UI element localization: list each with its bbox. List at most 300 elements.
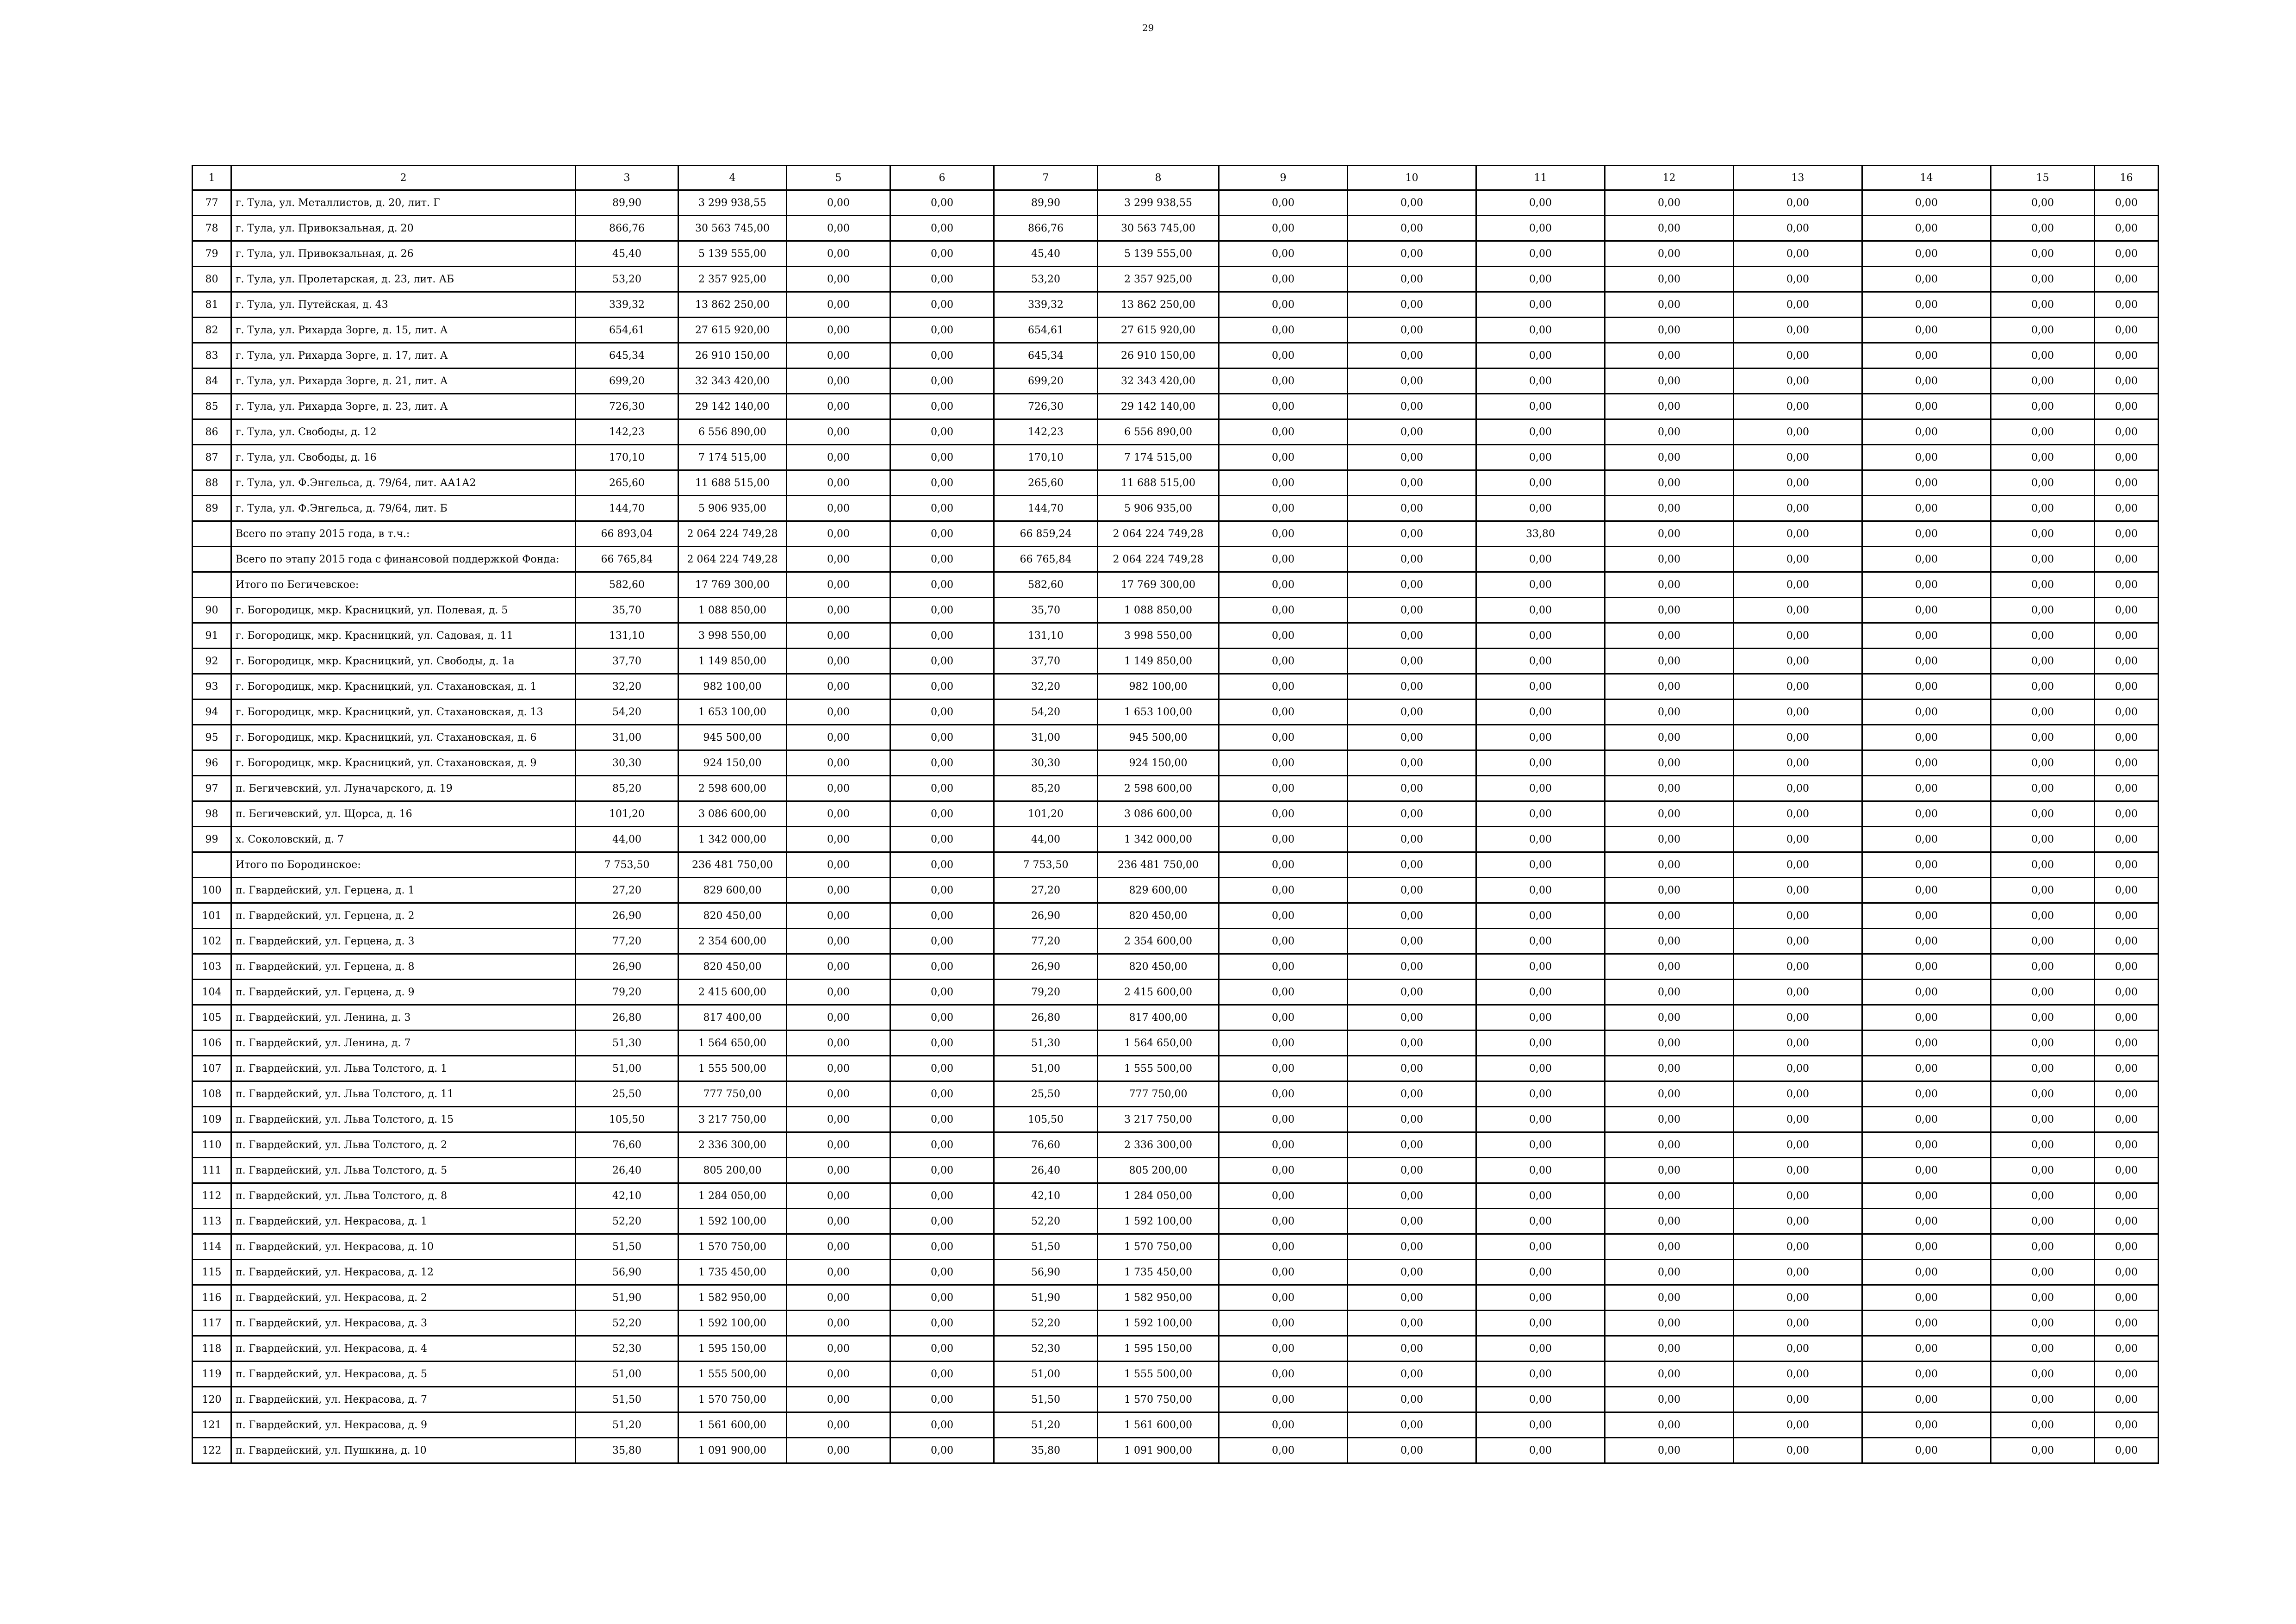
value-cell: 0,00: [1605, 954, 1734, 980]
value-cell: 0,00: [1862, 1056, 1991, 1081]
value-cell: 0,00: [787, 216, 890, 241]
row-number-cell: 95: [193, 725, 231, 750]
row-number-cell: 91: [193, 623, 231, 649]
address-cell: г. Тула, ул. Металлистов, д. 20, лит. Г: [231, 190, 576, 216]
column-number-header: 10: [1348, 166, 1476, 190]
value-cell: 0,00: [1476, 1081, 1605, 1107]
row-number-cell: 119: [193, 1362, 231, 1387]
value-cell: 13 862 250,00: [1098, 292, 1219, 318]
value-cell: 0,00: [1476, 980, 1605, 1005]
value-cell: 0,00: [1605, 394, 1734, 419]
value-cell: 45,40: [576, 241, 678, 267]
value-cell: 0,00: [1734, 1209, 1862, 1234]
row-number-cell: 114: [193, 1234, 231, 1260]
column-number-header: 7: [994, 166, 1098, 190]
row-number-cell: 105: [193, 1005, 231, 1031]
address-cell: п. Гвардейский, ул. Герцена, д. 1: [231, 878, 576, 903]
value-cell: 0,00: [787, 1311, 890, 1336]
value-cell: 0,00: [1348, 1412, 1476, 1438]
column-number-header: 12: [1605, 166, 1734, 190]
value-cell: 2 354 600,00: [678, 929, 787, 954]
address-cell: г. Тула, ул. Рихарда Зорге, д. 23, лит. А: [231, 394, 576, 419]
value-cell: 0,00: [1219, 1183, 1348, 1209]
column-number-header: 2: [231, 166, 576, 190]
value-cell: 0,00: [1348, 649, 1476, 674]
value-cell: 3 086 600,00: [1098, 801, 1219, 827]
address-cell: г. Тула, ул. Привокзальная, д. 20: [231, 216, 576, 241]
value-cell: 0,00: [1862, 445, 1991, 470]
value-cell: 11 688 515,00: [678, 470, 787, 496]
value-cell: 0,00: [2095, 1260, 2159, 1285]
row-number-cell: 90: [193, 598, 231, 623]
value-cell: 0,00: [1348, 572, 1476, 598]
address-cell: п. Гвардейский, ул. Ленина, д. 3: [231, 1005, 576, 1031]
value-cell: 0,00: [1862, 419, 1991, 445]
value-cell: 1 149 850,00: [678, 649, 787, 674]
value-cell: 0,00: [1219, 1438, 1348, 1463]
value-cell: 0,00: [1991, 521, 2095, 547]
column-number-header-row: [193, 166, 2159, 190]
value-cell: 0,00: [890, 1183, 994, 1209]
address-cell: п. Гвардейский, ул. Льва Толстого, д. 8: [231, 1183, 576, 1209]
value-cell: 3 217 750,00: [1098, 1107, 1219, 1132]
table-row: [193, 674, 2159, 700]
value-cell: 0,00: [1605, 674, 1734, 700]
value-cell: 0,00: [1991, 776, 2095, 801]
subtotal-row: [193, 572, 2159, 598]
value-cell: 0,00: [1862, 1285, 1991, 1311]
value-cell: 0,00: [1476, 470, 1605, 496]
value-cell: 0,00: [890, 1031, 994, 1056]
value-cell: 1 091 900,00: [678, 1438, 787, 1463]
value-cell: 0,00: [2095, 1387, 2159, 1412]
column-number-header: 13: [1734, 166, 1862, 190]
value-cell: 0,00: [1605, 1362, 1734, 1387]
value-cell: 0,00: [1991, 292, 2095, 318]
row-number-cell: 96: [193, 750, 231, 776]
value-cell: 866,76: [576, 216, 678, 241]
row-number-cell: 80: [193, 267, 231, 292]
value-cell: 2 354 600,00: [1098, 929, 1219, 954]
value-cell: 0,00: [1862, 1336, 1991, 1362]
value-cell: 0,00: [1991, 470, 2095, 496]
value-cell: 726,30: [994, 394, 1098, 419]
address-cell: г. Тула, ул. Свободы, д. 16: [231, 445, 576, 470]
value-cell: 0,00: [1476, 292, 1605, 318]
value-cell: 0,00: [1734, 776, 1862, 801]
value-cell: 0,00: [787, 1412, 890, 1438]
value-cell: 0,00: [1734, 1260, 1862, 1285]
column-number-header: 6: [890, 166, 994, 190]
value-cell: 2 415 600,00: [678, 980, 787, 1005]
value-cell: 0,00: [1862, 1260, 1991, 1285]
value-cell: 0,00: [1348, 445, 1476, 470]
value-cell: 0,00: [1734, 394, 1862, 419]
value-cell: 3 086 600,00: [678, 801, 787, 827]
value-cell: 0,00: [890, 470, 994, 496]
value-cell: 0,00: [1348, 521, 1476, 547]
value-cell: 2 064 224 749,28: [678, 547, 787, 572]
row-number-cell: 102: [193, 929, 231, 954]
value-cell: 0,00: [1476, 725, 1605, 750]
column-number-header: 3: [576, 166, 678, 190]
value-cell: 0,00: [787, 547, 890, 572]
value-cell: 0,00: [1734, 521, 1862, 547]
table-row: [193, 419, 2159, 445]
value-cell: 0,00: [1348, 725, 1476, 750]
value-cell: 0,00: [1476, 1158, 1605, 1183]
value-cell: 0,00: [890, 521, 994, 547]
value-cell: 0,00: [1219, 1005, 1348, 1031]
value-cell: 0,00: [1219, 1387, 1348, 1412]
value-cell: 0,00: [1862, 827, 1991, 852]
table-row: [193, 750, 2159, 776]
value-cell: 131,10: [994, 623, 1098, 649]
column-number-header: 9: [1219, 166, 1348, 190]
value-cell: 0,00: [890, 1285, 994, 1311]
value-cell: 51,50: [576, 1234, 678, 1260]
value-cell: 32 343 420,00: [678, 369, 787, 394]
row-number-cell: 113: [193, 1209, 231, 1234]
subtotal-row: [193, 547, 2159, 572]
value-cell: 0,00: [1734, 369, 1862, 394]
value-cell: 0,00: [890, 496, 994, 521]
value-cell: 0,00: [787, 1438, 890, 1463]
value-cell: 0,00: [890, 852, 994, 878]
value-cell: 32,20: [576, 674, 678, 700]
row-number-cell: 112: [193, 1183, 231, 1209]
address-cell: г. Богородицк, мкр. Красницкий, ул. Стахановская, д. 13: [231, 700, 576, 725]
value-cell: 2 598 600,00: [1098, 776, 1219, 801]
address-cell: п. Гвардейский, ул. Пушкина, д. 10: [231, 1438, 576, 1463]
value-cell: 0,00: [1991, 700, 2095, 725]
value-cell: 0,00: [1348, 700, 1476, 725]
value-cell: 0,00: [787, 292, 890, 318]
value-cell: 0,00: [1348, 1387, 1476, 1412]
value-cell: 0,00: [1348, 496, 1476, 521]
value-cell: 0,00: [1348, 1260, 1476, 1285]
value-cell: 0,00: [1605, 470, 1734, 496]
value-cell: 1 570 750,00: [678, 1387, 787, 1412]
value-cell: 0,00: [1476, 1311, 1605, 1336]
value-cell: 0,00: [2095, 750, 2159, 776]
value-cell: 0,00: [1605, 801, 1734, 827]
value-cell: 0,00: [890, 1336, 994, 1362]
value-cell: 0,00: [1219, 776, 1348, 801]
value-cell: 820 450,00: [1098, 954, 1219, 980]
value-cell: 0,00: [2095, 649, 2159, 674]
value-cell: 0,00: [2095, 1056, 2159, 1081]
value-cell: 0,00: [1991, 1311, 2095, 1336]
page-number: 29: [1142, 22, 1154, 33]
value-cell: 0,00: [890, 1438, 994, 1463]
address-cell: п. Гвардейский, ул. Ленина, д. 7: [231, 1031, 576, 1056]
address-cell: Итого по Бегичевское:: [231, 572, 576, 598]
value-cell: 2 357 925,00: [1098, 267, 1219, 292]
value-cell: 0,00: [1219, 878, 1348, 903]
housing-register-table: [192, 165, 2159, 1464]
value-cell: 0,00: [1991, 1132, 2095, 1158]
address-cell: п. Гвардейский, ул. Некрасова, д. 7: [231, 1387, 576, 1412]
value-cell: 0,00: [890, 700, 994, 725]
row-number-cell: [193, 521, 231, 547]
value-cell: 0,00: [787, 674, 890, 700]
value-cell: 0,00: [787, 1132, 890, 1158]
value-cell: 26,80: [576, 1005, 678, 1031]
value-cell: 0,00: [1476, 1056, 1605, 1081]
value-cell: 25,50: [576, 1081, 678, 1107]
value-cell: 0,00: [1476, 929, 1605, 954]
value-cell: 0,00: [1862, 190, 1991, 216]
value-cell: 0,00: [1605, 1183, 1734, 1209]
value-cell: 0,00: [1348, 343, 1476, 369]
value-cell: 0,00: [787, 445, 890, 470]
value-cell: 5 139 555,00: [678, 241, 787, 267]
row-number-cell: 101: [193, 903, 231, 929]
table-row: [193, 980, 2159, 1005]
value-cell: 0,00: [890, 292, 994, 318]
address-cell: г. Богородицк, мкр. Красницкий, ул. Стахановская, д. 1: [231, 674, 576, 700]
value-cell: 0,00: [1605, 1260, 1734, 1285]
value-cell: 0,00: [1991, 369, 2095, 394]
table-row: [193, 1081, 2159, 1107]
address-cell: п. Гвардейский, ул. Льва Толстого, д. 15: [231, 1107, 576, 1132]
value-cell: 0,00: [1605, 496, 1734, 521]
value-cell: 52,20: [994, 1209, 1098, 1234]
value-cell: 0,00: [1476, 827, 1605, 852]
value-cell: 1 582 950,00: [678, 1285, 787, 1311]
value-cell: 76,60: [576, 1132, 678, 1158]
value-cell: 0,00: [2095, 496, 2159, 521]
value-cell: 0,00: [1348, 369, 1476, 394]
value-cell: 0,00: [1605, 241, 1734, 267]
value-cell: 0,00: [1219, 1412, 1348, 1438]
value-cell: 0,00: [890, 1209, 994, 1234]
value-cell: 0,00: [1991, 1209, 2095, 1234]
address-cell: п. Бегичевский, ул. Луначарского, д. 19: [231, 776, 576, 801]
value-cell: 101,20: [994, 801, 1098, 827]
value-cell: 0,00: [787, 852, 890, 878]
value-cell: 0,00: [2095, 929, 2159, 954]
value-cell: 0,00: [1734, 852, 1862, 878]
value-cell: 0,00: [1734, 700, 1862, 725]
value-cell: 0,00: [1991, 1387, 2095, 1412]
value-cell: 0,00: [1734, 878, 1862, 903]
row-number-cell: 109: [193, 1107, 231, 1132]
value-cell: 265,60: [576, 470, 678, 496]
value-cell: 0,00: [1605, 980, 1734, 1005]
value-cell: 30,30: [994, 750, 1098, 776]
row-number-cell: 93: [193, 674, 231, 700]
value-cell: 0,00: [1476, 1031, 1605, 1056]
value-cell: 0,00: [1862, 496, 1991, 521]
value-cell: 0,00: [1219, 1107, 1348, 1132]
value-cell: 0,00: [1862, 649, 1991, 674]
value-cell: 0,00: [1219, 700, 1348, 725]
value-cell: 0,00: [890, 1132, 994, 1158]
value-cell: 0,00: [1862, 369, 1991, 394]
value-cell: 0,00: [1476, 419, 1605, 445]
row-number-cell: 116: [193, 1285, 231, 1311]
value-cell: 0,00: [1476, 1387, 1605, 1412]
value-cell: 0,00: [1862, 1234, 1991, 1260]
value-cell: 0,00: [890, 598, 994, 623]
value-cell: 0,00: [1991, 903, 2095, 929]
value-cell: 53,20: [576, 267, 678, 292]
value-cell: 0,00: [1219, 419, 1348, 445]
value-cell: 45,40: [994, 241, 1098, 267]
row-number-cell: 87: [193, 445, 231, 470]
value-cell: 0,00: [890, 1081, 994, 1107]
table-row: [193, 1234, 2159, 1260]
value-cell: 0,00: [1605, 445, 1734, 470]
value-cell: 0,00: [1219, 241, 1348, 267]
value-cell: 0,00: [1862, 1107, 1991, 1132]
value-cell: 0,00: [1219, 827, 1348, 852]
value-cell: 0,00: [1476, 1209, 1605, 1234]
value-cell: 0,00: [1991, 878, 2095, 903]
value-cell: 0,00: [1219, 1260, 1348, 1285]
value-cell: 654,61: [576, 318, 678, 343]
value-cell: 924 150,00: [678, 750, 787, 776]
value-cell: 0,00: [890, 369, 994, 394]
table-row: [193, 903, 2159, 929]
value-cell: 0,00: [787, 394, 890, 419]
column-number-header: 8: [1098, 166, 1219, 190]
value-cell: 0,00: [1605, 1209, 1734, 1234]
value-cell: 89,90: [576, 190, 678, 216]
address-cell: п. Гвардейский, ул. Некрасова, д. 9: [231, 1412, 576, 1438]
value-cell: 0,00: [1348, 878, 1476, 903]
value-cell: 0,00: [1219, 852, 1348, 878]
value-cell: 805 200,00: [1098, 1158, 1219, 1183]
subtotal-row: [193, 852, 2159, 878]
value-cell: 0,00: [1991, 649, 2095, 674]
value-cell: 0,00: [787, 1362, 890, 1387]
value-cell: 0,00: [1605, 725, 1734, 750]
value-cell: 0,00: [787, 1234, 890, 1260]
value-cell: 0,00: [1476, 623, 1605, 649]
value-cell: 1 570 750,00: [1098, 1387, 1219, 1412]
value-cell: 0,00: [890, 954, 994, 980]
value-cell: 0,00: [890, 725, 994, 750]
value-cell: 0,00: [2095, 1183, 2159, 1209]
value-cell: 0,00: [787, 954, 890, 980]
value-cell: 582,60: [576, 572, 678, 598]
value-cell: 0,00: [1991, 216, 2095, 241]
value-cell: 0,00: [1605, 318, 1734, 343]
address-cell: г. Богородицк, мкр. Красницкий, ул. Свободы, д. 1а: [231, 649, 576, 674]
value-cell: 66 859,24: [994, 521, 1098, 547]
value-cell: 5 139 555,00: [1098, 241, 1219, 267]
row-number-cell: 103: [193, 954, 231, 980]
value-cell: 0,00: [1219, 954, 1348, 980]
value-cell: 170,10: [994, 445, 1098, 470]
address-cell: п. Бегичевский, ул. Щорса, д. 16: [231, 801, 576, 827]
value-cell: 0,00: [1991, 394, 2095, 419]
value-cell: 0,00: [2095, 1158, 2159, 1183]
value-cell: 0,00: [1605, 1107, 1734, 1132]
value-cell: 30,30: [576, 750, 678, 776]
value-cell: 0,00: [1348, 267, 1476, 292]
value-cell: 0,00: [1348, 547, 1476, 572]
value-cell: 0,00: [1348, 1311, 1476, 1336]
value-cell: 13 862 250,00: [678, 292, 787, 318]
value-cell: 0,00: [2095, 1336, 2159, 1362]
value-cell: 0,00: [1991, 1005, 2095, 1031]
value-cell: 1 592 100,00: [1098, 1311, 1219, 1336]
value-cell: 0,00: [1734, 496, 1862, 521]
value-cell: 0,00: [2095, 547, 2159, 572]
value-cell: 0,00: [1476, 445, 1605, 470]
value-cell: 77,20: [994, 929, 1098, 954]
value-cell: 0,00: [890, 827, 994, 852]
address-cell: г. Тула, ул. Пролетарская, д. 23, лит. АБ: [231, 267, 576, 292]
value-cell: 2 064 224 749,28: [1098, 521, 1219, 547]
value-cell: 51,50: [994, 1234, 1098, 1260]
value-cell: 0,00: [1991, 1183, 2095, 1209]
value-cell: 1 570 750,00: [678, 1234, 787, 1260]
table-row: [193, 267, 2159, 292]
value-cell: 0,00: [787, 241, 890, 267]
table-row: [193, 1056, 2159, 1081]
value-cell: 0,00: [1991, 827, 2095, 852]
value-cell: 0,00: [787, 318, 890, 343]
value-cell: 0,00: [1476, 1132, 1605, 1158]
value-cell: 1 561 600,00: [1098, 1412, 1219, 1438]
value-cell: 1 582 950,00: [1098, 1285, 1219, 1311]
value-cell: 0,00: [1348, 801, 1476, 827]
value-cell: 0,00: [2095, 292, 2159, 318]
value-cell: 0,00: [2095, 445, 2159, 470]
value-cell: 0,00: [890, 750, 994, 776]
value-cell: 0,00: [1348, 1158, 1476, 1183]
value-cell: 817 400,00: [678, 1005, 787, 1031]
value-cell: 820 450,00: [1098, 903, 1219, 929]
value-cell: 945 500,00: [678, 725, 787, 750]
value-cell: 0,00: [1476, 954, 1605, 980]
table-row: [193, 776, 2159, 801]
value-cell: 0,00: [1862, 623, 1991, 649]
value-cell: 0,00: [2095, 1031, 2159, 1056]
value-cell: 777 750,00: [678, 1081, 787, 1107]
value-cell: 0,00: [1862, 776, 1991, 801]
value-cell: 0,00: [787, 750, 890, 776]
value-cell: 51,30: [576, 1031, 678, 1056]
table-row: [193, 1438, 2159, 1463]
value-cell: 0,00: [1476, 267, 1605, 292]
table-row: [193, 649, 2159, 674]
value-cell: 142,23: [576, 419, 678, 445]
value-cell: 27,20: [994, 878, 1098, 903]
value-cell: 6 556 890,00: [1098, 419, 1219, 445]
value-cell: 0,00: [1734, 980, 1862, 1005]
table-row: [193, 623, 2159, 649]
value-cell: 0,00: [890, 801, 994, 827]
value-cell: 0,00: [1219, 445, 1348, 470]
value-cell: 1 284 050,00: [678, 1183, 787, 1209]
value-cell: 1 595 150,00: [1098, 1336, 1219, 1362]
value-cell: 0,00: [890, 1158, 994, 1183]
address-cell: п. Гвардейский, ул. Льва Толстого, д. 2: [231, 1132, 576, 1158]
value-cell: 3 217 750,00: [678, 1107, 787, 1132]
value-cell: 0,00: [1862, 1362, 1991, 1387]
address-cell: г. Тула, ул. Рихарда Зорге, д. 21, лит. А: [231, 369, 576, 394]
value-cell: 0,00: [1862, 470, 1991, 496]
table-row: [193, 1183, 2159, 1209]
table-row: [193, 725, 2159, 750]
value-cell: 1 555 500,00: [1098, 1362, 1219, 1387]
